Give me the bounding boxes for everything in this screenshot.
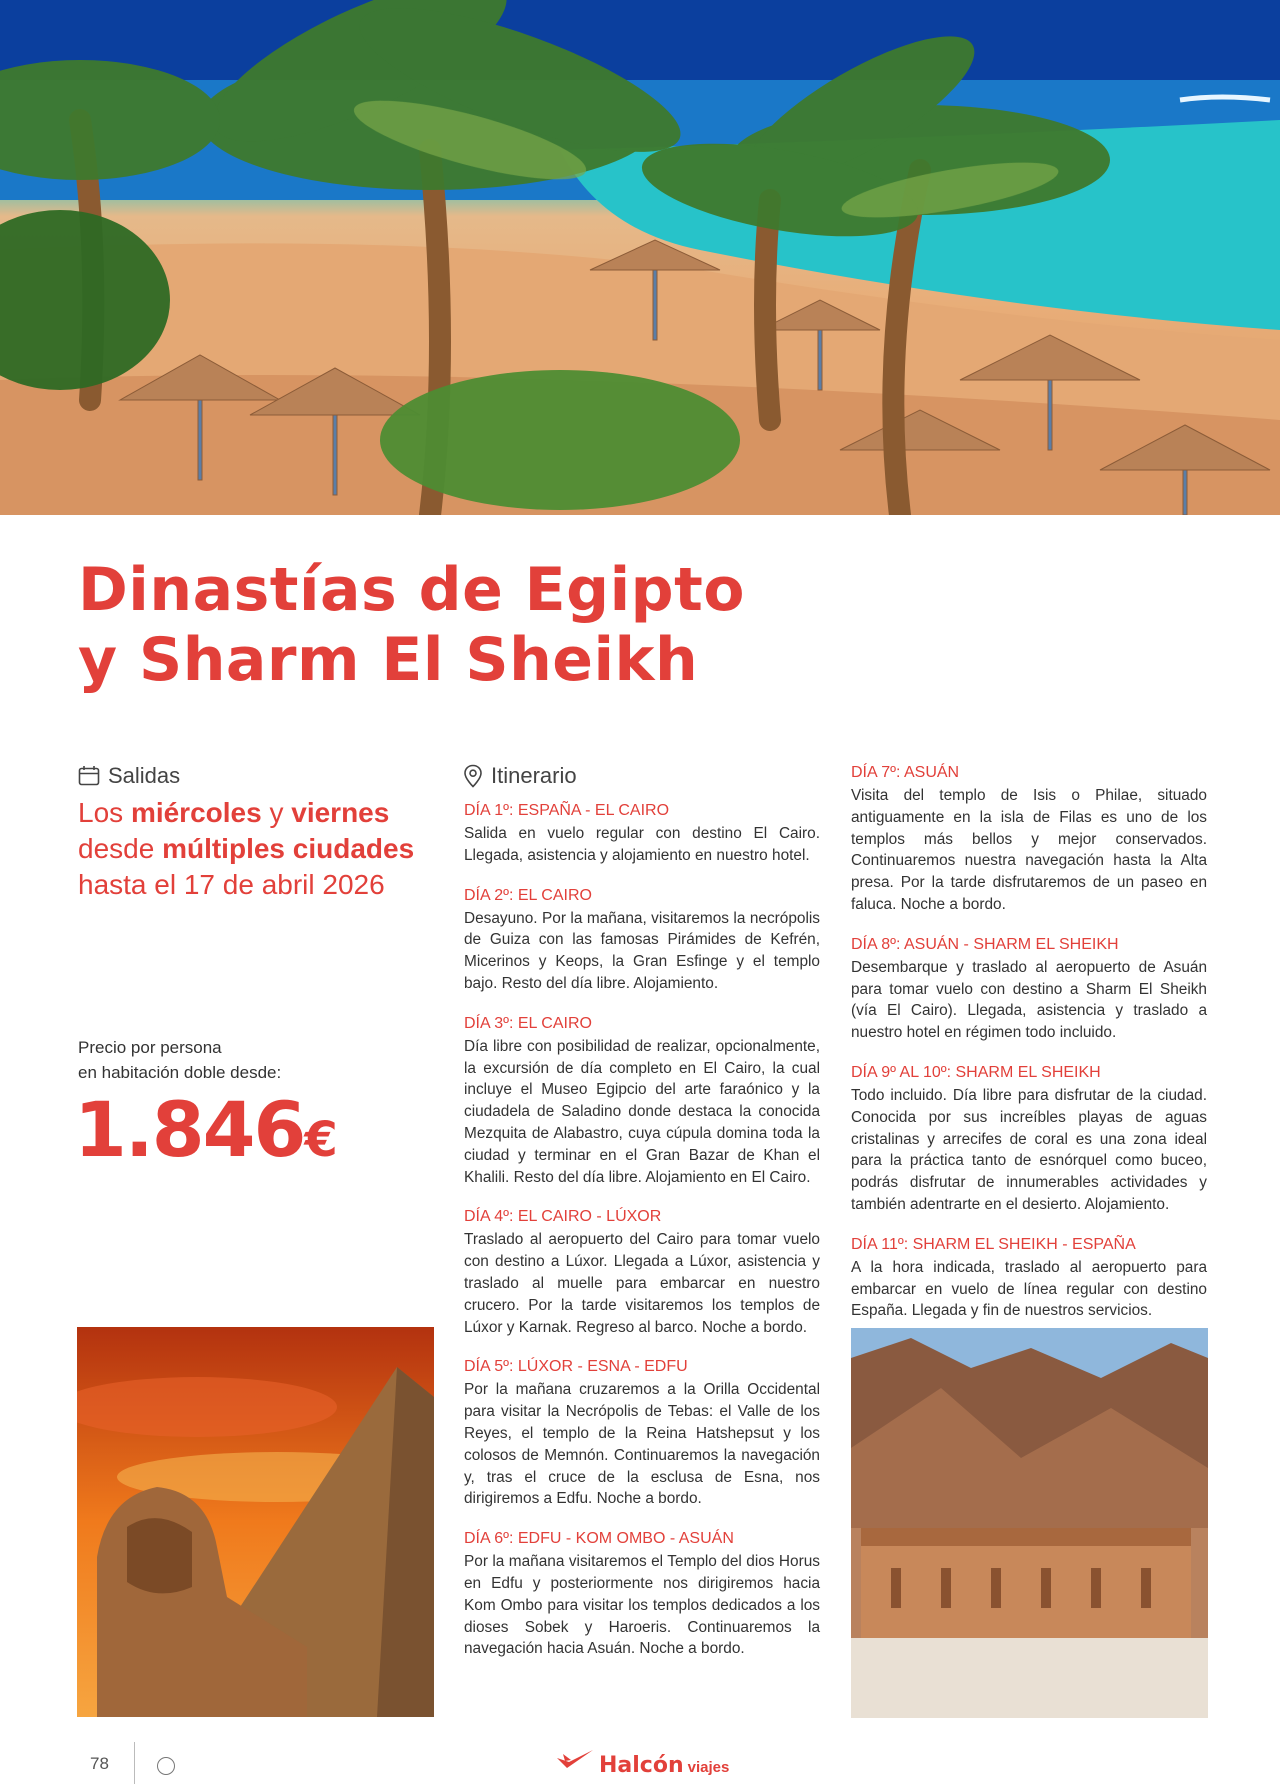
price-label-line-1: Precio por persona [78, 1038, 222, 1057]
price-amount [74, 1085, 336, 1174]
salidas-bold-3: múltiples ciudades [162, 833, 415, 864]
day-text: Salida en vuelo regular con destino El Cairo. Llegada, asistencia y alojamiento en nuestro hotel. [464, 825, 820, 864]
page-title [78, 555, 745, 695]
salidas-text-4: hasta el 17 de abril 2026 [78, 869, 385, 900]
day-title: DÍA 6º: EDFU - KOM OMBO - ASUÁN [464, 1530, 734, 1548]
circle-icon [157, 1757, 175, 1775]
salidas-text-3: desde [78, 833, 163, 864]
day-text: Desembarque y traslado al aeropuerto de Asuán para tomar vuelo con destino a Sharm El Sheikh (vía El Cairo). Llegada, asistencia y traslado a nuestro hotel en régimen todo incluido. [851, 958, 1207, 1042]
day-title: DÍA 5º: LÚXOR - ESNA - EDFU [464, 1358, 688, 1376]
itinerary-column-2 [851, 762, 1207, 1340]
sphinx-illustration [77, 1327, 434, 1717]
day-text: Por la mañana cruzaremos a la Orilla Occidental para visitar la Necrópolis de Tebas: el Valle de los Reyes, el templo de la Reina Hatshepsut y los colosos de Memnón. Continuaremos la navegación y, tras el cruce de la esclusa de Esna, nos dirigiremos a Edfu. Noche a bordo. [464, 1381, 820, 1508]
salidas-bold-1: miércoles [130, 797, 262, 828]
itinerary-day [464, 1206, 820, 1338]
salidas-label [78, 763, 180, 789]
halcon-logo-icon [555, 1748, 595, 1772]
itinerary-day [851, 1062, 1207, 1216]
price-label [78, 1035, 281, 1085]
sphinx-pyramid-photo [77, 1327, 434, 1717]
day-text: Desayuno. Por la mañana, visitaremos la necrópolis de Guiza con las famosas Pirámides de Kefrén, Micerinos y Keops, la Gran Esfinge y el templo bajo. Resto del día libre. Alojamiento. [464, 909, 820, 992]
day-title: DÍA 11º: SHARM EL SHEIKH - ESPAÑA [851, 1235, 1136, 1253]
salidas-bold-2: viernes [291, 797, 390, 828]
day-title: DÍA 8º: ASUÁN - SHARM EL SHEIKH [851, 935, 1119, 953]
day-title: DÍA 9º AL 10º: SHARM EL SHEIKH [851, 1063, 1101, 1081]
itinerary-day [464, 1528, 820, 1660]
salidas-text-2: y [261, 797, 292, 828]
itinerary-day [851, 934, 1207, 1044]
salidas-text-1: Los [78, 797, 131, 828]
salidas-label-text: Salidas [108, 763, 181, 788]
page-number: 78 [90, 1754, 109, 1773]
title-line-2: y Sharm El Sheikh [78, 625, 699, 695]
halcon-logo [555, 1748, 729, 1778]
day-title: DÍA 3º: EL CAIRO [464, 1014, 592, 1032]
itinerary-day [464, 800, 820, 867]
location-pin-icon [463, 764, 483, 788]
day-text: Por la mañana visitaremos el Templo del dios Horus en Edfu y posteriormente nos dirigiremos hacia Kom Ombo para visitar los templos dedicados a los dioses Sobek y Haroeris. Continuaremos la navegación hacia Asuán. Noche a bordo. [464, 1553, 820, 1658]
calendar-icon [78, 765, 100, 787]
price-label-line-2: en habitación doble desde: [78, 1063, 282, 1082]
itinerary-day [464, 885, 820, 995]
itinerary-column-1 [464, 800, 820, 1678]
logo-main-text: Halcón [599, 1753, 684, 1778]
day-title: DÍA 2º: EL CAIRO [464, 886, 592, 904]
itinerary-day [851, 1234, 1207, 1322]
salidas-description [78, 795, 418, 903]
itinerary-day [851, 762, 1207, 916]
monastery-photo [851, 1328, 1208, 1718]
hero-beach-photo [0, 0, 1280, 515]
monastery-illustration [851, 1328, 1208, 1718]
day-text: Visita del templo de Isis o Philae, situado antiguamente en la isla de Filas es uno de los templos más bellos y mejor conservados. Continuaremos nuestra navegación hasta la Alta presa. Por la tarde disfrutaremos de un paseo en faluca. Noche a bordo. [851, 787, 1207, 913]
logo-sub-text: viajes [687, 1759, 730, 1776]
itinerary-day [464, 1013, 820, 1189]
day-title: DÍA 1º: ESPAÑA - EL CAIRO [464, 802, 670, 819]
itinerario-label-text: Itinerario [491, 763, 577, 788]
price-value: 1.846 [74, 1085, 305, 1174]
day-text: Traslado al aeropuerto del Cairo para tomar vuelo con destino a Lúxor. Llegada a Lúxor, asistencia y traslado al muelle para embarcar en nuestro crucero. Por la tarde visitaremos los templos de Lúxor y Karnak. Regreso al barco. Noche a bordo. [464, 1231, 820, 1336]
day-title: DÍA 7º: ASUÁN [851, 764, 960, 781]
footer-divider [134, 1742, 135, 1784]
day-title: DÍA 4º: EL CAIRO - LÚXOR [464, 1208, 662, 1226]
day-text: Día libre con posibilidad de realizar, opcionalmente, la excursión de día completo en El Cairo, la cual incluye el Museo Egipcio del arte faraónico y la ciudadela de Saladino donde destaca la conocida Mezquita de Alabastro, cuya cúpula domina toda la ciudad y terminar en el Gran Bazar de Khan el Khalili. Resto del día libre. Alojamiento en El Cairo. [464, 1037, 820, 1186]
hero-illustration [0, 0, 1280, 515]
day-text: A la hora indicada, traslado al aeropuerto para embarcar en vuelo de línea regular con destino España. Llegada y fin de nuestros servicios. [851, 1258, 1207, 1320]
day-text: Todo incluido. Día libre para disfrutar de la ciudad. Conocida por sus increíbles playas de aguas cristalinas y arrecifes de coral es una zona ideal para la práctica tanto de esnórquel como buceo, podrás disfrutar de innumerables actividades y también adentrarte en el desierto. Alojamiento. [851, 1086, 1207, 1213]
itinerario-label [463, 763, 577, 789]
price-currency: € [304, 1112, 336, 1168]
itinerary-day [464, 1356, 820, 1510]
title-line-1: Dinastías de Egipto [78, 555, 746, 625]
